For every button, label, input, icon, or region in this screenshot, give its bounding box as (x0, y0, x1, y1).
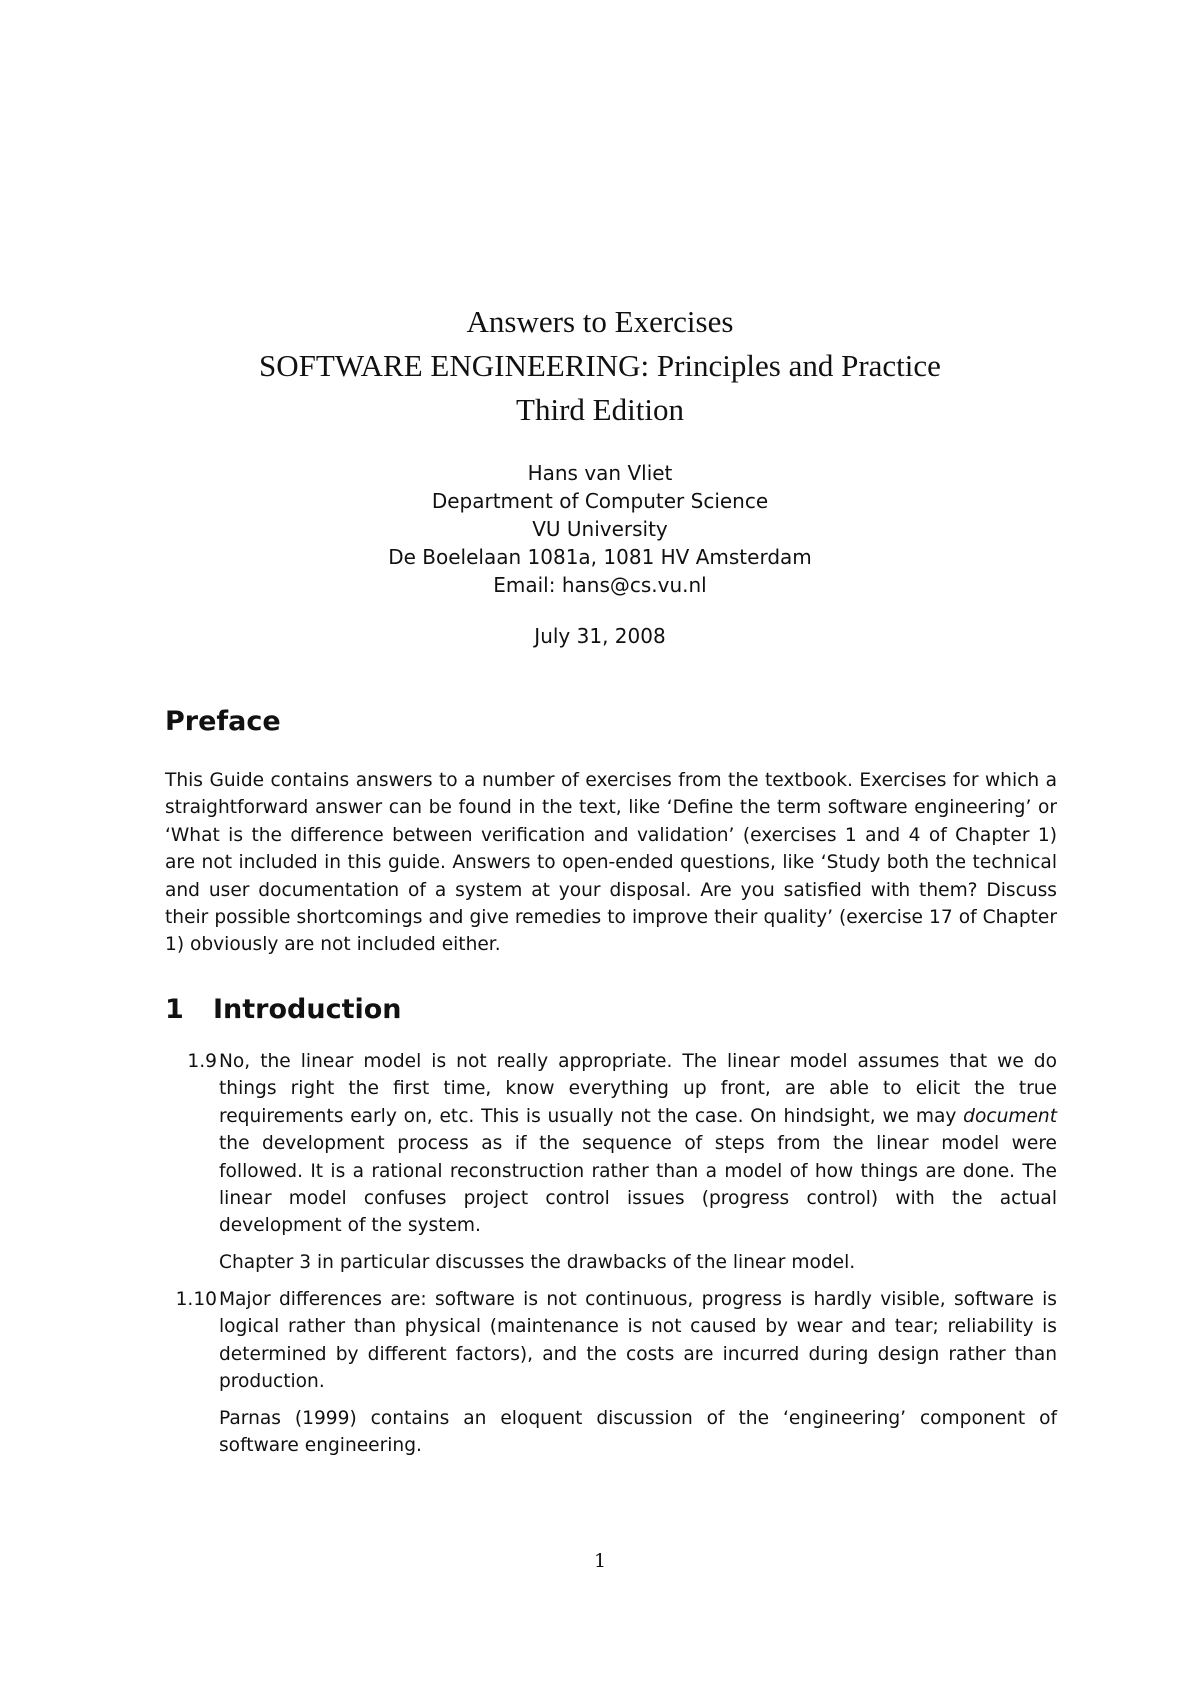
title-line-3: Third Edition (516, 392, 684, 427)
exercise-answer-1-9 (165, 1048, 1057, 1285)
exercise-text: the development process as if the sequence of steps from the linear model were followed. It is a rational reconstruction rather than a model of how things are done. The linear model confuses project control issues (progress control) with the actual development of the system. (219, 1133, 1057, 1237)
author-block (0, 459, 1200, 599)
exercise-body (219, 1286, 1057, 1459)
exercise-paragraph (219, 1048, 1057, 1240)
exercise-paragraph: Chapter 3 in particular discusses the drawbacks of the linear model. (219, 1251, 856, 1273)
emphasized-text: document (963, 1105, 1057, 1127)
title-block (0, 300, 1200, 432)
section-title: Introduction (213, 994, 402, 1025)
author-email: Email: hans@cs.vu.nl (493, 573, 707, 597)
exercise-number: 1.10 (175, 1289, 217, 1310)
exercise-body (219, 1048, 1057, 1276)
exercise-number: 1.9 (187, 1051, 217, 1072)
title-line-2: SOFTWARE ENGINEERING: Principles and Practice (259, 348, 941, 383)
title-line-1: Answers to Exercises (466, 304, 734, 339)
author-department: Department of Computer Science (431, 489, 769, 513)
page-number: 1 (593, 1550, 607, 1572)
exercise-paragraph: Parnas (1999) contains an eloquent discussion of the ‘engineering’ component of software engineering. (219, 1407, 1057, 1457)
preface-heading: Preface (165, 706, 281, 737)
section-heading-introduction (165, 994, 402, 1025)
author-name: Hans van Vliet (527, 461, 673, 485)
preface-body: This Guide contains answers to a number of exercises from the textbook. Exercises for which a straightforward answer can be found in the text, like ‘Define the term software engineering’ or ‘What is the difference between verification and validation’ (exercises 1 and 4 of Chapter 1) are not included in this guide. Answers to open-ended questions, like ‘Study both the technical and user documentation of a system at your disposal. Are you satisfied with them? Discuss their possible shortcomings and give remedies to improve their quality’ (exercise 17 of Chapter 1) obviously are not included either. (165, 770, 1057, 956)
exercise-paragraph: Major differences are: software is not continuous, progress is hardly visible, software is logical rather than physical (maintenance is not caused by wear and tear; reliability is determined by different factors), and the costs are incurred during design rather than production. (219, 1289, 1057, 1393)
document-date: July 31, 2008 (534, 624, 666, 648)
exercise-text: No, the linear model is not really appropriate. The linear model assumes that we do things right the first time, know everything up front, are able to elicit the true requirements early on, etc. This is usually not the case. On hindsight, we may (219, 1051, 1057, 1127)
exercise-answer-1-10 (165, 1286, 1057, 1468)
author-university: VU University (532, 517, 668, 541)
author-address: De Boelelaan 1081a, 1081 HV Amsterdam (388, 545, 812, 569)
section-number: 1 (165, 994, 184, 1025)
